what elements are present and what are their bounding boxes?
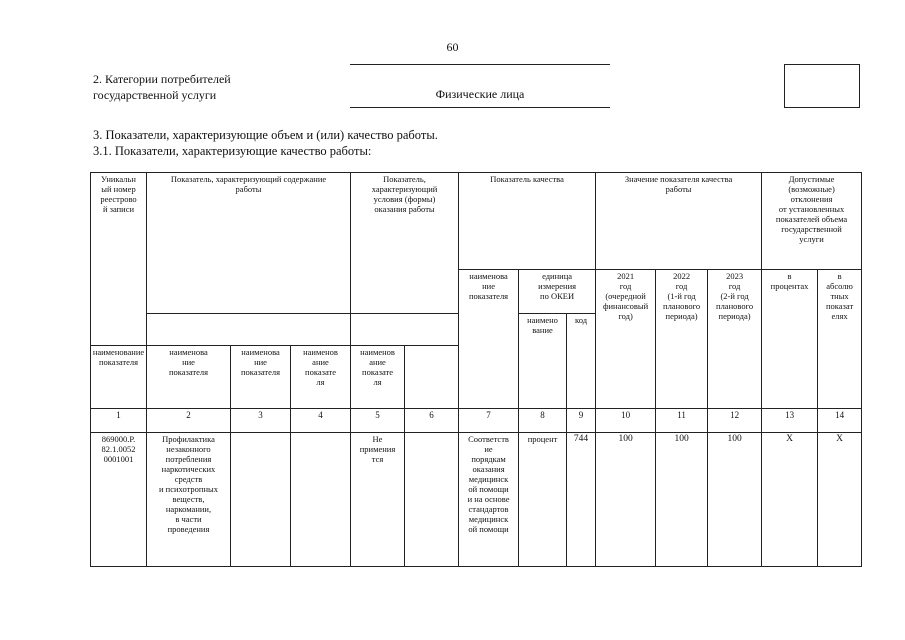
header-okei-unit: единица измерения по ОКЕИ [519,270,596,314]
category-label: 2. Категории потребителей государственной услуги [93,72,231,102]
header-indicator-name-2: наименова ние показателя [147,346,231,409]
col-number: 11 [656,409,708,433]
header-content-indicator: Показатель, характеризующий содержание работы [147,173,351,314]
header-unique-number: Уникальн ый номер реестрово й записи [91,173,147,346]
header-allowed-deviation: Допустимые (возможные) отклонения от установленных показателей объема государственной услуги [762,173,862,270]
cell-quality-name: Соответств ие порядкам оказания медицинск ой помощи и на основе стандартов медицинск ой помощи [459,433,519,567]
header-indicator-name-4: наименов ание показате ля [291,346,351,409]
header-quality-indicator: Показатель качества [459,173,596,270]
conditions-spacer [351,314,459,346]
header-indicator-name-3: наименова ние показателя [231,346,291,409]
header-year-2021: 2021 год (очередной финансовый год) [596,270,656,409]
col-number: 1 [91,409,147,433]
code-box [784,64,860,108]
header-unit-name: наимено вание [519,314,567,409]
header-quality-name: наименова ние показателя [459,270,519,409]
header-indicator-name-5: наименов ание показате ля [351,346,405,409]
header-conditions-indicator: Показатель, характеризующий условия (формы) оказания работы [351,173,459,314]
section-heading-line2: 3.1. Показатели, характеризующие качество работы: [93,144,372,158]
header-in-absolute: в абсолю тных показат елях [818,270,862,409]
header-year-2023: 2023 год (2-й год планового периода) [708,270,762,409]
cell-unique-number: 869000.Р. 82.1.0052 0001001 [91,433,147,567]
cell-indicator-3 [291,433,351,567]
col-number: 6 [405,409,459,433]
category-underline [350,107,610,108]
content-spacer [147,314,351,346]
section-heading-line1: 3. Показатели, характеризующие объем и (или) качество работы. [93,128,438,142]
category-value: Физические лица [435,87,525,101]
col-number: 4 [291,409,351,433]
cell-unit-code: 744 [567,433,596,567]
col-number: 2 [147,409,231,433]
cell-unit-name: процент [519,433,567,567]
header-unit-code: код [567,314,596,409]
col-number: 10 [596,409,656,433]
cell-deviation-absolute: X [818,433,862,567]
quality-indicators-table [90,172,862,567]
cell-value-2023: 100 [708,433,762,567]
page-number: 60 [446,40,459,54]
cell-conditions-2 [405,433,459,567]
cell-conditions: Не примения тся [351,433,405,567]
col-number: 8 [519,409,567,433]
cell-deviation-percent: X [762,433,818,567]
header-year-2022: 2022 год (1-й год планового периода) [656,270,708,409]
col-number: 14 [818,409,862,433]
header-in-percent: в процентах [762,270,818,409]
cell-value-2022: 100 [656,433,708,567]
section-heading [93,127,438,159]
col-number: 5 [351,409,405,433]
col-number: 7 [459,409,519,433]
top-rule [350,64,610,65]
col-number: 3 [231,409,291,433]
cell-indicator-2 [231,433,291,567]
cell-value-2021: 100 [596,433,656,567]
cell-content-name: Профилактика незаконного потребления наркотических средств и психотропных веществ, наркомании, в части проведения [147,433,231,567]
header-indicator-name-1: наименование показателя [91,346,147,409]
col-number: 9 [567,409,596,433]
header-quality-value: Значение показателя качества работы [596,173,762,270]
col-number: 12 [708,409,762,433]
col-number: 13 [762,409,818,433]
